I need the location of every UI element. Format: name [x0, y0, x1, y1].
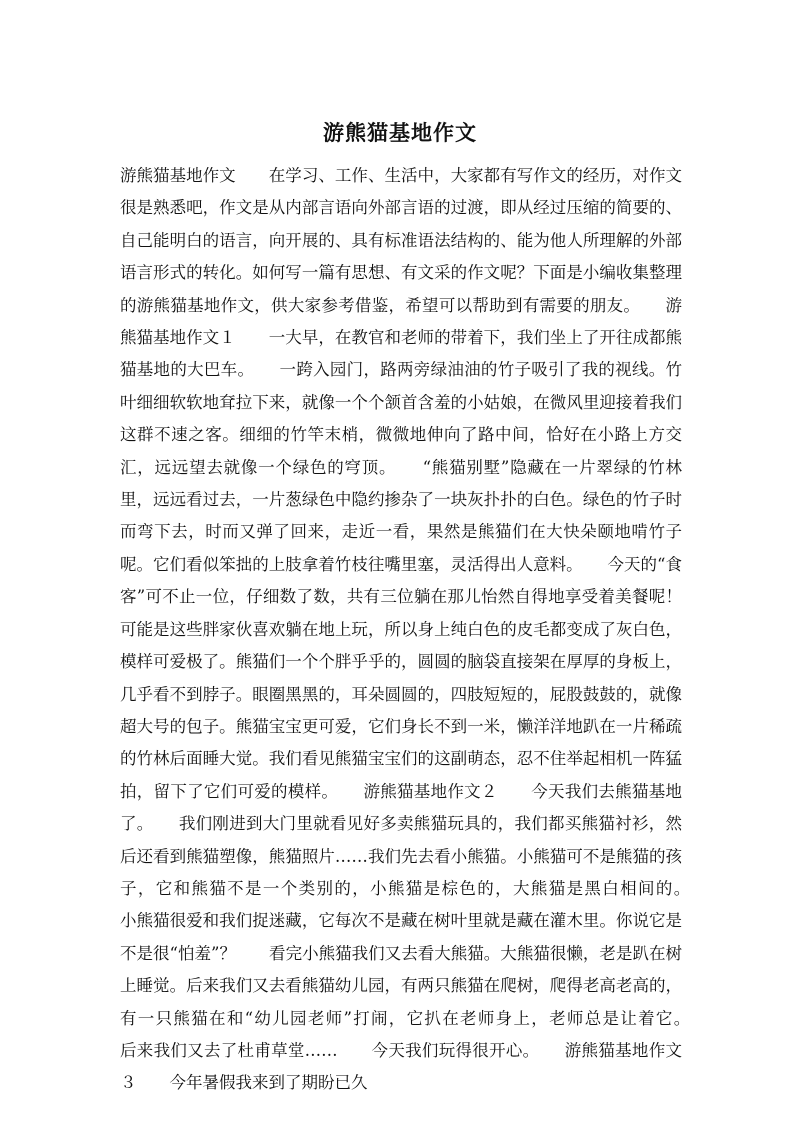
document-title: 游熊猫基地作文 [323, 120, 477, 145]
document-body: 游熊猫基地作文 在学习、工作、生活中，大家都有写作文的经历，对作文很是熟悉吧，作文是从内部言语向外部言语的过渡，即从经过压缩的简要的、自己能明白的语言，向开展的、具有标准语法结构的、能为他人所理解的外部语言形式的转化。如何写一篇有思想、有文采的作文呢？下面是小编收集整理的游熊猫基地作文，供大家参考借鉴，希望可以帮助到有需要的朋友。 游熊猫基地作文１ 一大早，在教官和老师的带着下，我们坐上了开往成都熊猫基地的大巴车。 一跨入园门，路两旁绿油油的竹子吸引了我的视线。竹叶细细软软地耷拉下来，就像一个个颔首含羞的小姑娘，在微风里迎接着我们这群不速之客。细细的竹竿末梢，微微地伸向了路中间，恰好在小路上方交汇，远远望去就像一个绿色的穹顶。 “熊猫别墅”隐藏在一片翠绿的竹林里，远远看过去，一片葱绿色中隐约掺杂了一块灰扑扑的白色。绿色的竹子时而弯下去，时而又弹了回来，走近一看，果然是熊猫们在大快朵颐地啃竹子呢。它们看似笨拙的上肢拿着竹枝往嘴里塞，灵活得出人意料。 今天的“食客”可不止一位，仔细数了数，共有三位躺在那儿怡然自得地享受着美餐呢！可能是这些胖家伙喜欢躺在地上玩，所以身上纯白色的皮毛都变成了灰白色，模样可爱极了。熊猫们一个个胖乎乎的，圆圆的脑袋直接架在厚厚的身板上，几乎看不到脖子。眼圈黑黑的，耳朵圆圆的，四肢短短的，屁股鼓鼓的，就像超大号的包子。熊猫宝宝更可爱，它们身长不到一米，懒洋洋地趴在一片稀疏的竹林后面睡大觉。我们看见熊猫宝宝们的这副萌态，忍不住举起相机一阵猛拍，留下了它们可爱的模样。 游熊猫基地作文２ 今天我们去熊猫基地了。 我们刚进到大门里就看见好多卖熊猫玩具的，我们都买熊猫衬衫，然后还看到熊猫塑像，熊猫照片……我们先去看小熊猫。小熊猫可不是熊猫的孩子，它和熊猫不是一个类别的，小熊猫是棕色的，大熊猫是黑白相间的。 小熊猫很爱和我们捉迷藏，它每次不是藏在树叶里就是藏在灌木里。你说它是不是很“怕羞”？ 看完小熊猫我们又去看大熊猫。大熊猫很懒，老是趴在树上睡觉。后来我们又去看熊猫幼儿园，有两只熊猫在爬树，爬得老高老高的，有一只熊猫在和“幼儿园老师”打闹，它扒在老师身上，老师总是让着它。 后来我们又去了杜甫草堂…… 今天我们玩得很开心。 游熊猫基地作文３ 今年暑假我来到了期盼已久 [120, 166, 715, 1093]
